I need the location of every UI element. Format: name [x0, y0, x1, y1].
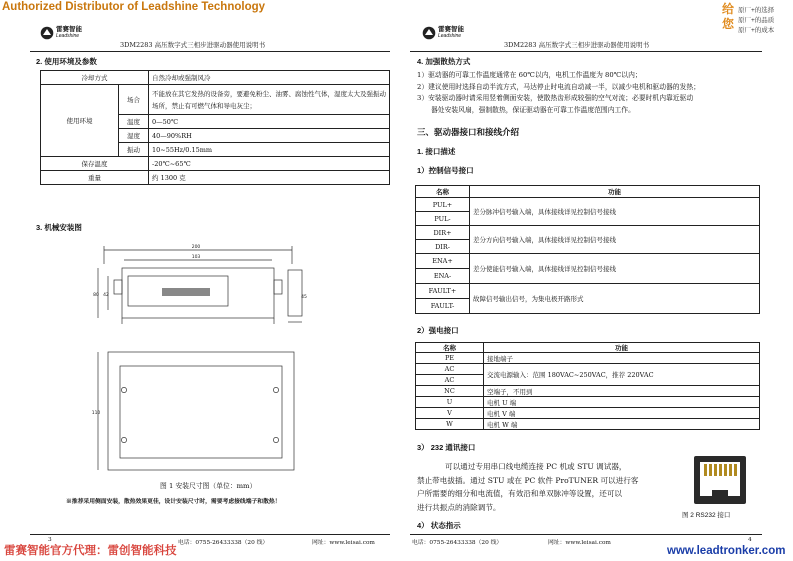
table-row — [416, 386, 760, 397]
top-banner: Authorized Distributor of Leadshine Technology — [2, 1, 266, 13]
subsection-title: 2）强电接口 — [417, 326, 459, 335]
table-row — [416, 353, 760, 364]
dim-side: 45 — [301, 295, 307, 300]
table-row — [41, 85, 390, 115]
table-header: 功能 — [484, 343, 760, 353]
rs232-caption: 图 2 RS232 接口 — [682, 512, 731, 519]
logo-en: Leadshine — [438, 33, 462, 39]
paragraph-line: 户所需要的细分和电流值，有效沿和单双脉冲等设置，还可以 — [417, 489, 623, 498]
table-cell: PUL+ — [416, 198, 470, 212]
figure-caption: 图 1 安装尺寸图（单位：mm） — [160, 482, 257, 490]
table-row — [416, 419, 760, 430]
table-cell: PE — [416, 353, 484, 364]
logo-icon — [422, 26, 436, 40]
table-cell: 温度 — [119, 115, 149, 129]
header-rule — [410, 51, 762, 52]
table-cell: 空端子，不用到 — [484, 386, 760, 397]
subsection-title: 3） 232 通讯接口 — [417, 443, 476, 452]
table-cell: AC — [416, 375, 484, 386]
logo-cn: 雷赛智能 — [56, 26, 82, 33]
rs232-jack-icon — [690, 452, 750, 508]
table-cell: 电机 U 端 — [484, 397, 760, 408]
table-header: 名称 — [416, 186, 470, 198]
rs232-description — [417, 460, 677, 514]
table-cell: 冷却方式 — [41, 71, 149, 85]
table-cell: 差分使能信号输入端，具体接线详见控制信号接线 — [470, 254, 760, 284]
brand-line: 原厂+的成本 — [738, 27, 775, 34]
table-header-row — [416, 186, 760, 198]
subsection-title: 1. 接口描述 — [417, 147, 456, 156]
footer-page-number: 4 — [748, 537, 752, 543]
list-item: 3）安装驱动器时请采用竖着侧面安装，使散热齿形成较强的空气对流；必要时机内靠近驱动 — [417, 94, 694, 102]
table-cell: U — [416, 397, 484, 408]
table-header: 名称 — [416, 343, 484, 353]
footer-phone: 电话：0755-26433338（20 线） — [178, 540, 269, 546]
paragraph-line: 禁止带电拔插。通过 STU 或在 PC 软件 ProTUNER 可以进行客 — [417, 475, 639, 485]
website-link[interactable]: www.leadtronker.com — [667, 545, 786, 557]
chapter-title: 三、驱动器接口和接线介绍 — [417, 127, 520, 137]
table-cell: 差分脉冲信号输入端，具体接线详见控制信号接线 — [470, 198, 760, 226]
brand-line: 原厂+的选择 — [738, 7, 775, 14]
table-cell: DIR+ — [416, 226, 470, 240]
dim-depth: 110 — [92, 411, 101, 416]
brand-badge — [722, 2, 790, 36]
table-cell: -20℃~65℃ — [149, 157, 390, 171]
table-cell: 10~55Hz/0.15mm — [149, 143, 390, 157]
leadshine-logo — [40, 26, 82, 40]
table-cell: NC — [416, 386, 484, 397]
table-cell: 不能放在其它发热的设备旁，要避免粉尘、油雾、腐蚀性气体，湿度太大及强振动场所，禁止有可燃气体和导电灰尘； — [149, 85, 390, 115]
list-item: 2）建议使用时选择自动半流方式，马达停止时电流自动减一半，以减少电机和驱动器的发热； — [417, 82, 700, 91]
table-cell: 电机 W 端 — [484, 419, 760, 430]
environment-table — [40, 70, 390, 185]
list-item: 1）驱动器的可靠工作温度通常在 60℃以内，电机工作温度为 80℃以内； — [417, 71, 642, 79]
table-cell: 故障信号输出信号，为集电极开路形式 — [470, 284, 760, 314]
brand-line: 原厂+的品质 — [738, 17, 775, 24]
table-cell: 0—50℃ — [149, 115, 390, 129]
table-cell: AC — [416, 364, 484, 375]
table-cell: 湿度 — [119, 129, 149, 143]
power-interface-table — [415, 342, 760, 430]
table-cell: V — [416, 408, 484, 419]
control-signal-table — [415, 185, 760, 314]
table-cell: 差分方向信号输入端，具体接线详见控制信号接线 — [470, 226, 760, 254]
page-header-title: 3DM2283 高压数字式三相步进驱动器使用说明书 — [504, 41, 650, 49]
section-title: 2. 使用环境及参数 — [36, 57, 97, 66]
dim-height-a: 80 — [93, 293, 99, 298]
dim-inner: 103 — [191, 255, 201, 260]
paragraph-line: 进行共振点的消除调节。 — [417, 502, 501, 512]
footer-phone: 电话：0755-26433338（20 线） — [412, 540, 503, 546]
table-cell: 使用环境 — [41, 85, 119, 157]
paragraph-line: 可以通过专用串口线电缆连接 PC 机或 STU 调试器， — [445, 462, 627, 471]
table-row — [41, 157, 390, 171]
table-cell: 保存温度 — [41, 157, 149, 171]
table-row — [416, 284, 760, 299]
table-cell: PUL- — [416, 212, 470, 226]
logo-cn: 雷赛智能 — [438, 26, 464, 33]
footer-web: 网址：www.leisai.com — [312, 540, 375, 546]
section-title: 3. 机械安装图 — [36, 223, 82, 232]
table-cell: 约 1300 克 — [149, 171, 390, 185]
subsection-title: 4） 状态指示 — [417, 521, 461, 530]
table-cell: FAULT- — [416, 299, 470, 314]
table-cell: 电机 V 端 — [484, 408, 760, 419]
table-header: 功能 — [470, 186, 760, 198]
table-row — [41, 71, 390, 85]
table-row — [416, 254, 760, 269]
table-row — [416, 364, 760, 375]
leadshine-logo — [422, 26, 464, 40]
table-cell: W — [416, 419, 484, 430]
footer-rule — [410, 534, 762, 535]
table-cell: 接地端子 — [484, 353, 760, 364]
dim-height-b: 42 — [103, 293, 109, 298]
footer-rule — [30, 534, 390, 535]
table-cell: DIR- — [416, 240, 470, 254]
table-cell: 场合 — [119, 85, 149, 115]
table-row — [416, 198, 760, 212]
table-cell: ENA- — [416, 269, 470, 284]
table-cell: FAULT+ — [416, 284, 470, 299]
table-cell: 重量 — [41, 171, 149, 185]
header-rule — [30, 51, 390, 52]
dim-overall: 200 — [191, 245, 201, 250]
install-note: ※推荐采用侧面安装，散热效果更佳，设计安装尺寸时，需要考虑接线端子和散热！ — [66, 499, 281, 505]
logo-en: Leadshine — [56, 33, 80, 39]
table-row — [416, 408, 760, 419]
footer-page-number: 3 — [48, 537, 52, 543]
table-header-row — [416, 343, 760, 353]
table-row — [416, 397, 760, 408]
footer-web: 网址：www.leisai.com — [548, 540, 611, 546]
table-cell: 振动 — [119, 143, 149, 157]
list-item: 器处安装风扇，强制散热，保证驱动器在可靠工作温度范围内工作。 — [431, 105, 635, 114]
page-header-title: 3DM2283 高压数字式三相步进驱动器使用说明书 — [120, 41, 266, 49]
brand-glyphs: 给 您 — [722, 2, 735, 31]
cooling-list — [417, 70, 767, 116]
subsection-title: 1）控制信号接口 — [417, 166, 474, 175]
bottom-distributor-banner: 雷赛智能官方代理：雷创智能科技 — [4, 545, 177, 557]
table-cell: 交流电源输入：范围 180VAC~250VAC，推荐 220VAC — [484, 364, 760, 386]
logo-icon — [40, 26, 54, 40]
table-cell: 自然冷却或强制风冷 — [149, 71, 390, 85]
table-row — [41, 171, 390, 185]
mechanical-drawing — [92, 240, 314, 480]
table-cell: ENA+ — [416, 254, 470, 269]
table-row — [416, 226, 760, 240]
section-title: 4. 加强散热方式 — [417, 57, 471, 66]
table-cell: 40—90%RH — [149, 129, 390, 143]
